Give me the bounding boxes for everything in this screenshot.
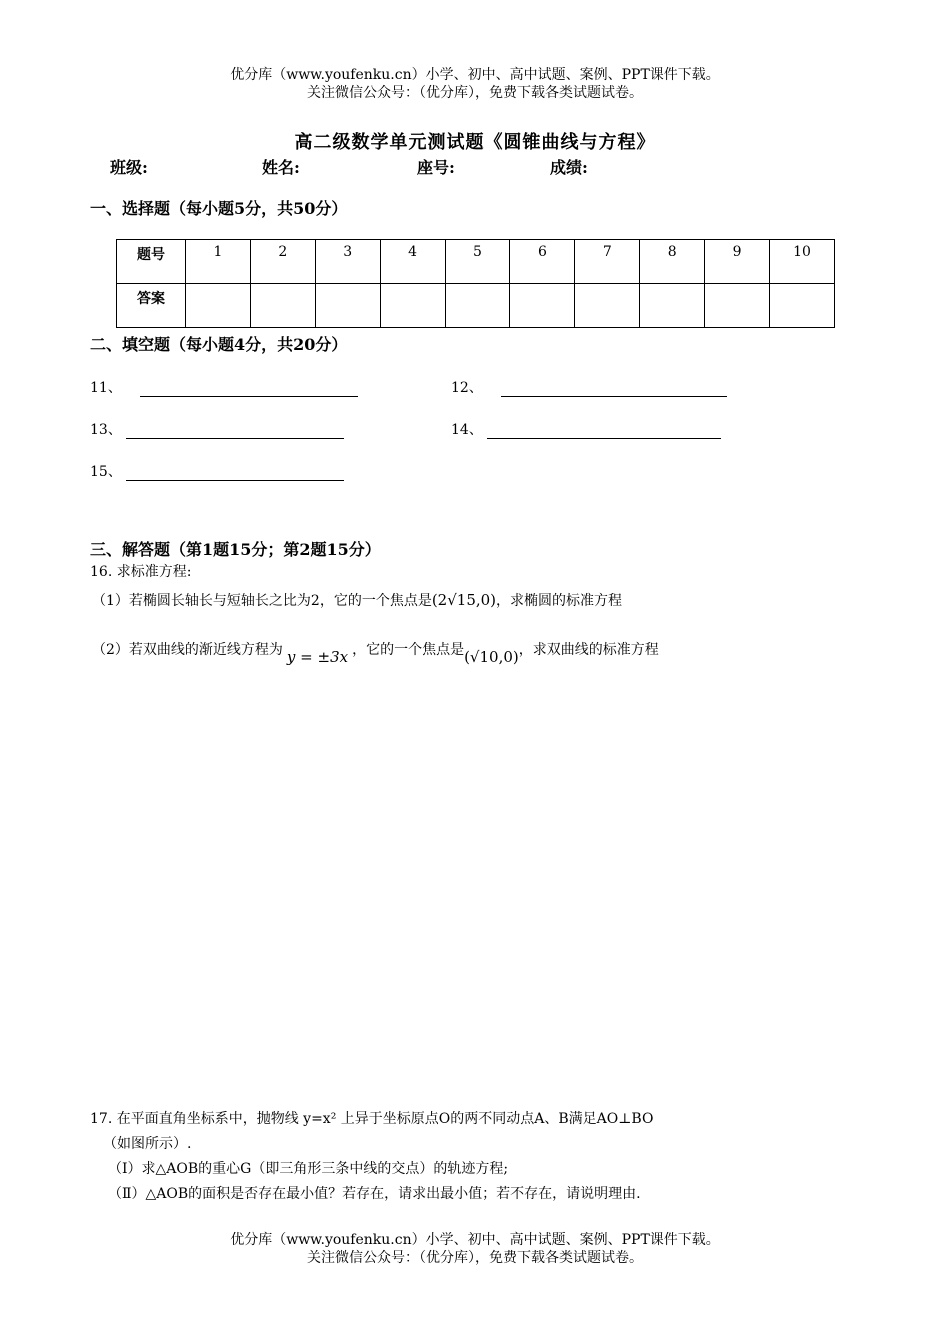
- blank-line[interactable]: [140, 382, 358, 397]
- q17-line2: （如图所示）.: [103, 1136, 192, 1152]
- blank-label: 11、: [90, 380, 122, 396]
- header-line-2: 关注微信公众号：（优分库），免费下载各类试题试卷。: [307, 85, 643, 101]
- blank-line[interactable]: [126, 424, 344, 439]
- answer-cell[interactable]: [250, 284, 315, 328]
- blank-line[interactable]: [126, 466, 344, 481]
- q16-part1-text: （1）若椭圆长轴长与短轴长之比为2，它的一个焦点是: [92, 593, 432, 609]
- q16-part2-mid: ，它的一个焦点是: [352, 642, 465, 658]
- q16-title: 16. 求标准方程:: [90, 564, 192, 580]
- footer-line-1: 优分库（www.youfenku.cn）小学、初中、高中试题、案例、PPT课件下载。: [230, 1232, 720, 1248]
- blank-label: 14、: [451, 422, 483, 438]
- blank-14: [451, 419, 721, 439]
- table-row-numbers: [117, 240, 835, 284]
- q16-part2-end: ，求双曲线的标准方程: [518, 642, 659, 658]
- question-number: 8: [640, 240, 705, 284]
- question-number: 1: [186, 240, 251, 284]
- question-number: 5: [445, 240, 510, 284]
- blank-12: [451, 377, 727, 397]
- answer-cell[interactable]: [705, 284, 770, 328]
- focus-point-1: (2√15,0): [431, 591, 497, 609]
- blank-label: 12、: [451, 380, 483, 396]
- q17-part1: （Ⅰ）求△AOB的重心G（即三角形三条中线的交点）的轨迹方程;: [108, 1161, 509, 1177]
- q16-part2: [92, 638, 659, 666]
- blank-label: 15、: [90, 464, 122, 480]
- section2-heading: 二、填空题（每小题4分，共20分）: [90, 335, 348, 354]
- blank-15: [90, 461, 344, 481]
- answer-cell[interactable]: [640, 284, 705, 328]
- blank-line[interactable]: [487, 424, 721, 439]
- blank-line[interactable]: [501, 382, 727, 397]
- asymptote-equation: y = ±3x: [286, 648, 349, 666]
- section3-heading: 三、解答题（第1题15分；第2题15分）: [90, 540, 381, 559]
- section1-heading: 一、选择题（每小题5分，共50分）: [90, 199, 348, 218]
- question-number: 2: [250, 240, 315, 284]
- answer-cell[interactable]: [445, 284, 510, 328]
- question-number: 7: [575, 240, 640, 284]
- focus-point-2: (√10,0): [464, 648, 519, 666]
- answer-table: [116, 239, 835, 328]
- answer-cell[interactable]: [770, 284, 835, 328]
- name-label: 姓名:: [262, 158, 300, 177]
- question-number: 10: [770, 240, 835, 284]
- seat-label: 座号:: [417, 158, 455, 177]
- question-number: 4: [380, 240, 445, 284]
- question-number: 3: [315, 240, 380, 284]
- blank-13: [90, 419, 344, 439]
- q17-line1: 17. 在平面直角坐标系中，抛物线 y=x² 上异于坐标原点O的两不同动点A、B满足AO⊥BO: [90, 1111, 654, 1127]
- row-label-answer: 答案: [117, 284, 186, 328]
- answer-cell[interactable]: [575, 284, 640, 328]
- q16-part1: [92, 589, 622, 612]
- q16-part2-text: （2）若双曲线的渐近线方程为: [92, 642, 283, 658]
- score-label: 成绩:: [550, 158, 588, 177]
- page-title: 高二级数学单元测试题《圆锥曲线与方程》: [294, 132, 656, 153]
- answer-cell[interactable]: [380, 284, 445, 328]
- answer-cell[interactable]: [315, 284, 380, 328]
- q16-part1-end: ，求椭圆的标准方程: [496, 593, 623, 609]
- question-number: 9: [705, 240, 770, 284]
- q17-part2: （Ⅱ）△AOB的面积是否存在最小值？若存在，请求出最小值；若不存在，请说明理由.: [108, 1186, 641, 1202]
- question-number: 6: [510, 240, 575, 284]
- answer-cell[interactable]: [510, 284, 575, 328]
- row-label-number: 题号: [117, 240, 186, 284]
- answer-cell[interactable]: [186, 284, 251, 328]
- blank-label: 13、: [90, 422, 122, 438]
- blank-11: [90, 377, 358, 397]
- class-label: 班级:: [110, 158, 148, 177]
- footer-line-2: 关注微信公众号：（优分库），免费下载各类试题试卷。: [307, 1250, 643, 1266]
- table-row-answers: [117, 284, 835, 328]
- header-line-1: 优分库（www.youfenku.cn）小学、初中、高中试题、案例、PPT课件下载。: [230, 67, 720, 83]
